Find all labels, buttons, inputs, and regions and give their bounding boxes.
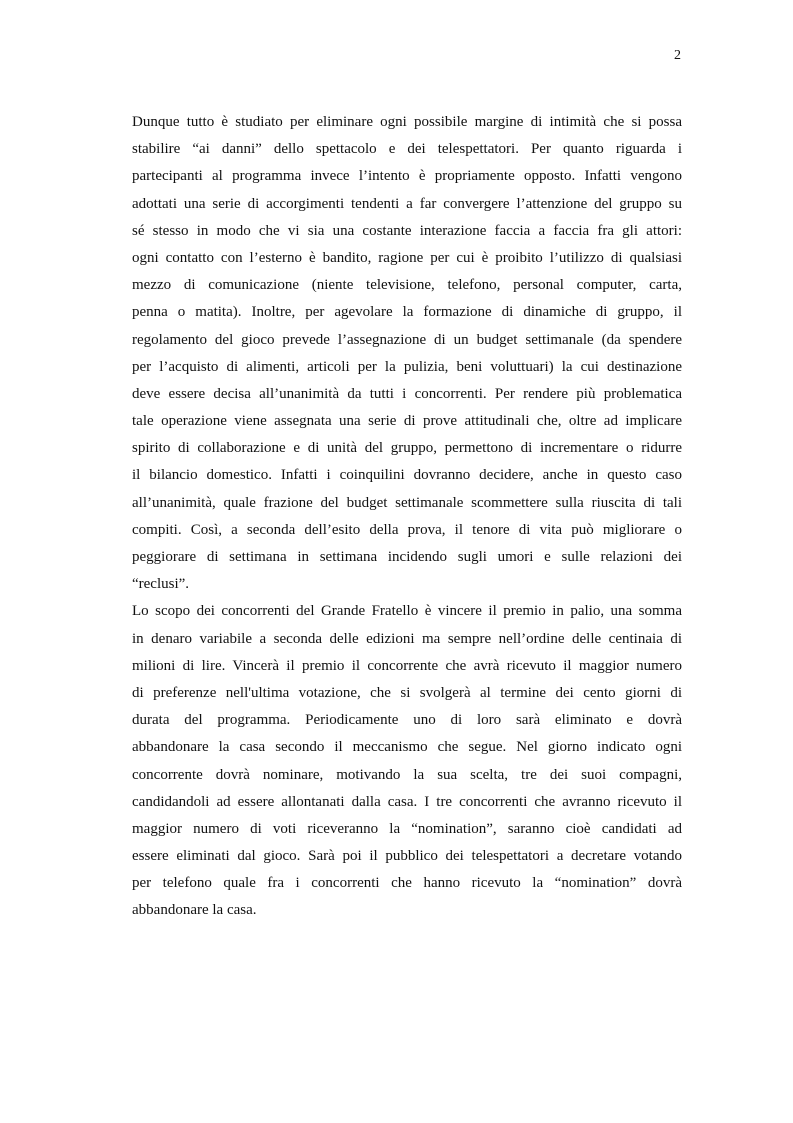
text-line: per l’acquisto di alimenti, articoli per la pulizia, beni voluttuari) la cui destinazione xyxy=(132,358,682,375)
text-line: compiti. Così, a seconda dell’esito della prova, il tenore di vita può migliorare o xyxy=(132,521,682,538)
paragraph xyxy=(132,109,682,598)
text-line: in denaro variabile a seconda delle edizioni ma sempre nell’ordine delle centinaia di xyxy=(132,630,682,647)
text-line: abbandonare la casa. xyxy=(132,902,257,919)
text-line: essere eliminati dal gioco. Sarà poi il pubblico dei telespettatori a decretare votando xyxy=(132,848,682,865)
text-line: regolamento del gioco prevede l’assegnazione di un budget settimanale (da spendere xyxy=(132,331,682,348)
text-line: “reclusi”. xyxy=(132,576,190,593)
text-line: stabilire “ai danni” dello spettacolo e dei telespettatori. Per quanto riguarda i xyxy=(132,141,682,158)
text-line: durata del programma. Periodicamente uno di loro sarà eliminato e dovrà xyxy=(132,712,682,729)
text-line: spirito di collaborazione e di unità del gruppo, permettono di incrementare o ridurre xyxy=(132,440,682,457)
text-line: milioni di lire. Vincerà il premio il concorrente che avrà ricevuto il maggior numero xyxy=(132,657,682,674)
text-line: il bilancio domestico. Infatti i coinquilini dovranno decidere, anche in questo caso xyxy=(132,467,682,484)
text-line: ogni contatto con l’esterno è bandito, ragione per cui è proibito l’utilizzo di qualsiasi xyxy=(132,249,682,266)
text-line: Lo scopo dei concorrenti del Grande Fratello è vincere il premio in palio, una somma xyxy=(132,603,682,620)
text-line: deve essere decisa all’unanimità da tutti i concorrenti. Per rendere più problematica xyxy=(132,385,682,402)
text-line: peggiorare di settimana in settimana incidendo sugli umori e sulle relazioni dei xyxy=(132,549,682,565)
body-text xyxy=(132,109,682,925)
text-line: penna o matita). Inoltre, per agevolare la formazione di dinamiche di gruppo, il xyxy=(132,304,682,321)
page-number: 2 xyxy=(674,48,681,63)
text-line: Dunque tutto è studiato per eliminare ogni possibile margine di intimità che si possa xyxy=(132,114,682,130)
text-line: concorrente dovrà nominare, motivando la sua scelta, tre dei suoi compagni, xyxy=(132,766,682,783)
text-line: adottati una serie di accorgimenti tendenti a far convergere l’attenzione del gruppo su xyxy=(132,195,682,212)
text-line: all’unanimità, quale frazione del budget settimanale scommettere sulla riuscita di tali xyxy=(132,494,682,511)
paragraph xyxy=(132,598,682,924)
text-line: mezzo di comunicazione (niente televisione, telefono, personal computer, carta, xyxy=(132,277,682,294)
text-line: partecipanti al programma invece l’intento è propriamente opposto. Infatti vengono xyxy=(132,168,682,185)
text-line: candidandoli ad essere allontanati dalla casa. I tre concorrenti che avranno ricevuto il xyxy=(132,793,682,810)
text-line: sé stesso in modo che vi sia una costante interazione faccia a faccia fra gli attori: xyxy=(132,222,682,239)
text-line: tale operazione viene assegnata una serie di prove attitudinali che, oltre ad implicare xyxy=(132,413,682,430)
text-line: per telefono quale fra i concorrenti che hanno ricevuto la “nomination” dovrà xyxy=(132,875,682,892)
text-line: di preferenze nell'ultima votazione, che si svolgerà al termine dei cento giorni di xyxy=(132,684,682,701)
text-line: abbandonare la casa secondo il meccanismo che segue. Nel giorno indicato ogni xyxy=(132,739,682,756)
text-line: maggior numero di voti riceveranno la “nomination”, saranno cioè candidati ad xyxy=(132,820,682,837)
